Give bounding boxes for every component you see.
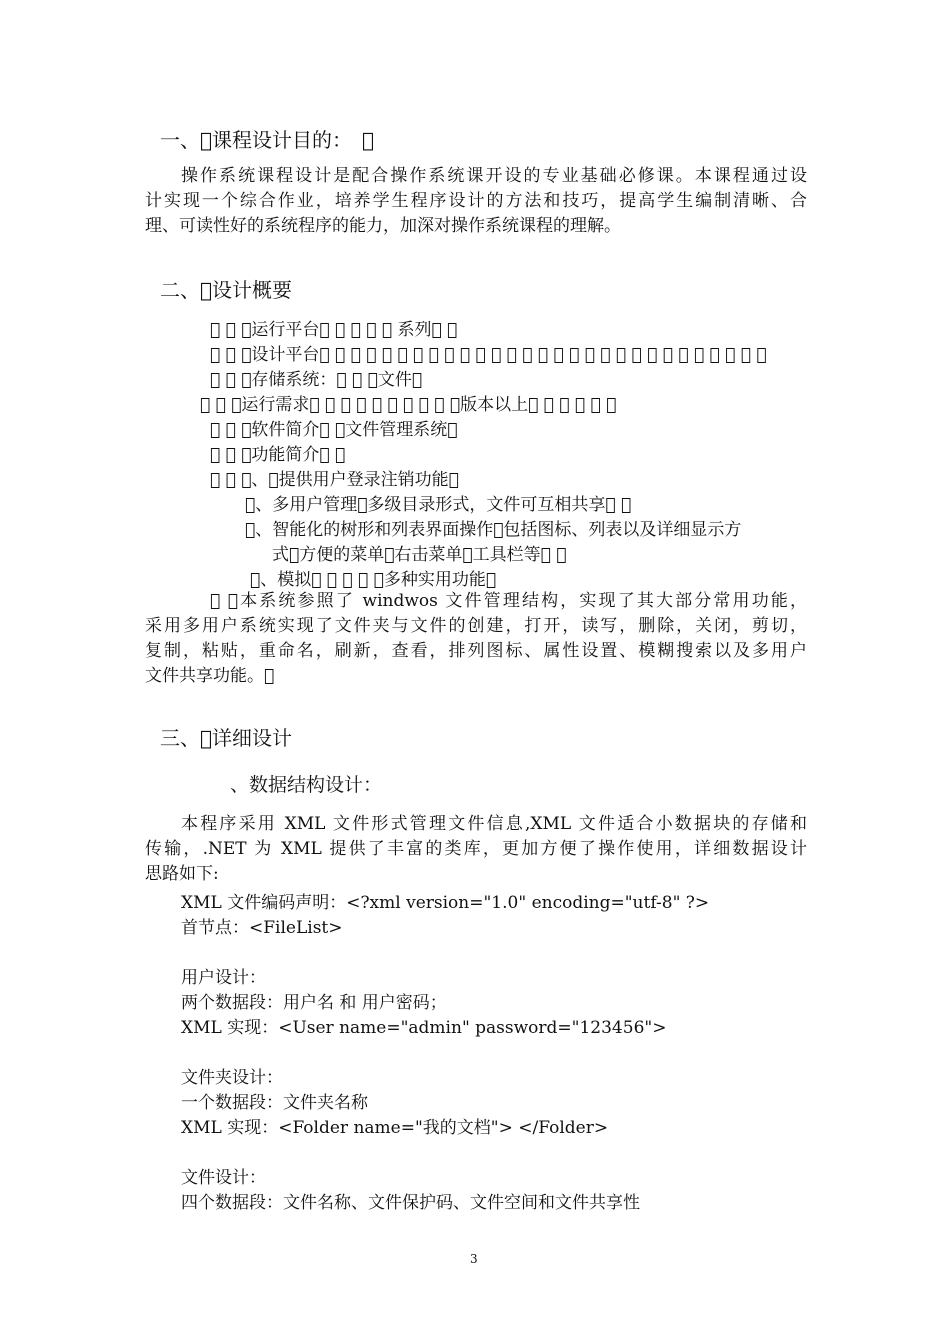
section-2-heading: 二、 设计概要	[160, 278, 293, 302]
overview-item-features:      功能简介   	[210, 445, 346, 465]
xml-declaration: XML 文件编码声明：<?xml version="1.0" encoding="utf-8" ?>	[181, 893, 710, 913]
paragraph-line: 复制，粘贴，重命名，刷新，查看，排列图标、属性设置、模糊搜索以及多用户	[145, 641, 807, 661]
folder-design-title: 文件夹设计：	[181, 1068, 283, 1088]
user-design-title: 用户设计：	[181, 968, 266, 988]
section-3-heading: 三、 详细设计	[160, 726, 293, 750]
paragraph-line: 思路如下:	[145, 864, 219, 884]
data-structure-subheading: 、数据结构设计：	[230, 774, 383, 796]
paragraph-line:    本系统参照了 windwos 文件管理结构，实现了其大部分常用功能，	[210, 591, 807, 611]
folder-design-xml: XML 实现：<Folder name="我的文档"> </Folder>	[181, 1118, 609, 1138]
paragraph-line: 理、可读性好的系统程序的能力，加深对操作系统课程的理解。	[145, 216, 621, 236]
user-design-xml: XML 实现：<User name="admin" password="123456">	[181, 1018, 667, 1038]
overview-item-platform:      运行平台          系列   	[210, 320, 458, 340]
section-3-paragraph	[145, 812, 807, 887]
file-design-title: 文件设计：	[181, 1168, 266, 1188]
feature-tree-list-cont: 式 方便的菜单 右击菜单 工具栏等   	[272, 545, 567, 565]
overview-item-software:      软件简介   文件管理系统 	[210, 420, 458, 440]
overview-item-requirements:      运行需求                   版本以上           	[200, 395, 617, 415]
feature-tree-list:  、智能化的树形和列表界面操作 包括图标、列表以及详细显示方	[245, 520, 742, 540]
section-1-heading: 一、 课程设计目的：  	[160, 128, 375, 152]
section-2-paragraph	[145, 589, 807, 689]
file-design-fields: 四个数据段：文件名称、文件保护码、文件空间和文件共享性	[181, 1193, 640, 1213]
paragraph-line: 传输，.NET 为 XML 提供了丰富的类库，更加方便了操作使用，详细数据设计	[145, 839, 807, 859]
feature-simulate:  、模拟         多种实用功能 	[250, 570, 497, 590]
user-design-fields: 两个数据段：用户名 和 用户密码；	[181, 993, 447, 1013]
overview-item-design-platform:      设计平台                                                         	[210, 345, 767, 365]
paragraph-line: 采用多用户系统实现了文件夹与文件的创建，打开，读写，删除，关闭，剪切，	[145, 616, 807, 636]
feature-login:      、 提供用户登录注销功能 	[210, 470, 459, 490]
paragraph-line: 本程序采用 XML 文件形式管理文件信息,XML 文件适合小数据块的存储和	[181, 814, 807, 834]
paragraph-line: 文件共享功能。 	[145, 666, 275, 686]
page-number: 3	[470, 1252, 478, 1266]
section-1-paragraph	[145, 164, 807, 239]
paragraph-line: 计实现一个综合作业，培养学生程序设计的方法和技巧，提高学生编制清晰、合	[145, 191, 807, 211]
overview-item-storage:      存储系统：     文件 	[210, 370, 423, 390]
first-node: 首节点：<FileList>	[181, 918, 343, 938]
feature-multiuser:  、多用户管理 多级目录形式，文件可互相共享   	[245, 495, 632, 515]
paragraph-line: 操作系统课程设计是配合操作系统课开设的专业基础必修课。本课程通过设	[181, 166, 807, 186]
folder-design-fields: 一个数据段：文件夹名称	[181, 1093, 368, 1113]
